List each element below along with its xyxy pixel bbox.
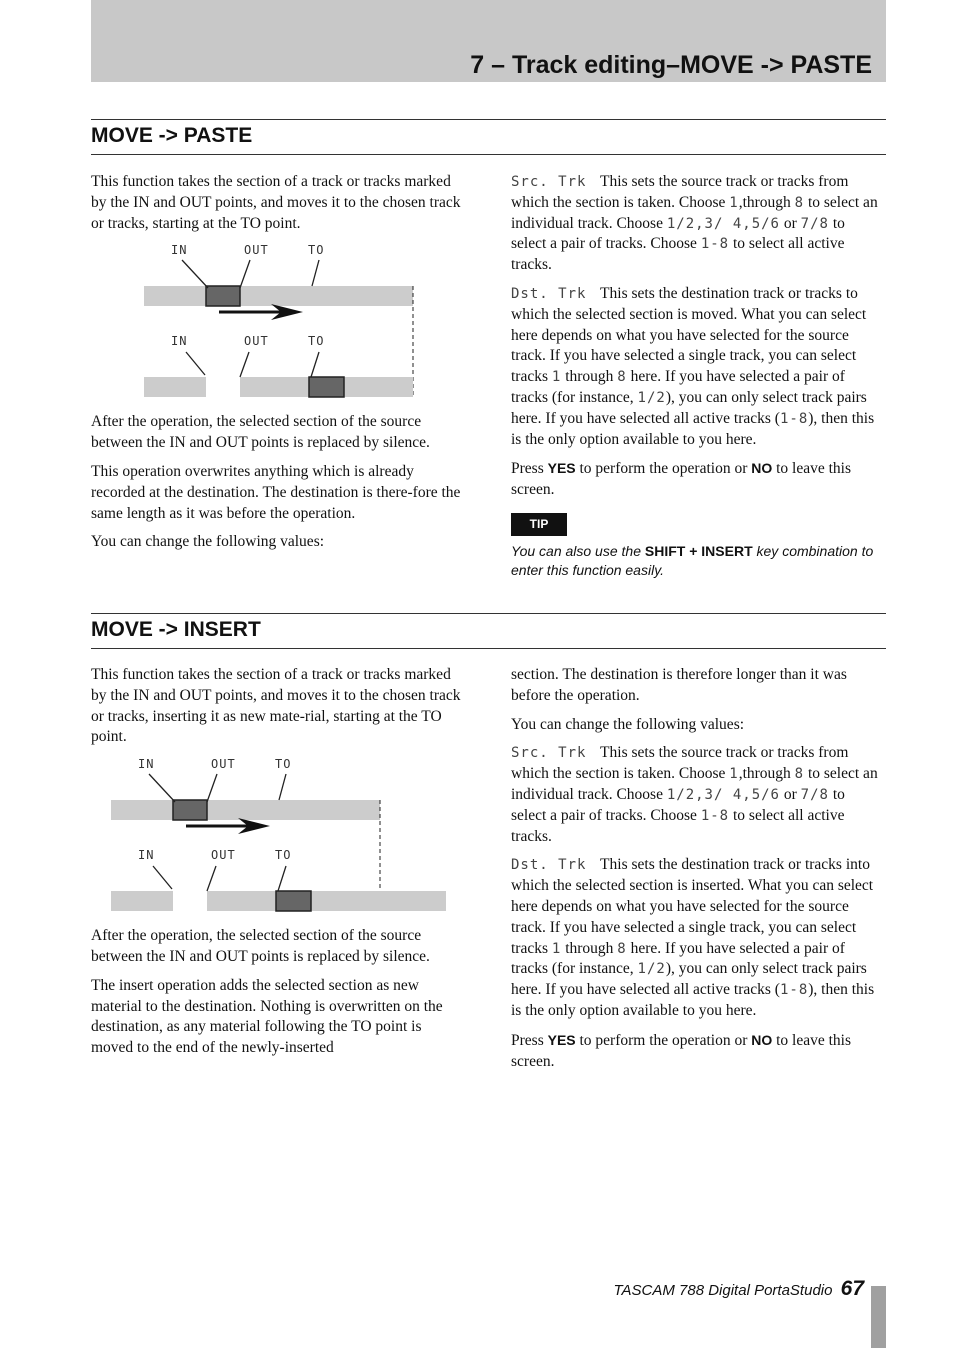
paragraph: You can change the following values: xyxy=(511,715,745,733)
tip-badge: TIP xyxy=(511,513,567,536)
destination-track xyxy=(144,377,206,397)
dst-trk-paragraph: Dst. Trk This sets the destination track or tracks to which the selected section is moved. What you can select here depends on what you have selected for the source track. If you have selected a single track, you can select tracks 1 through 8 here. If you have selected a pair of tracks (for instance, 1/2), you can only select track pairs here. If you have selected all active tracks (1-8), then this is the only option available to you here. xyxy=(511,284,875,448)
paragraph: section. The destination is therefore longer than it was before the operation. xyxy=(511,666,847,704)
out-label: OUT xyxy=(211,848,236,863)
source-track xyxy=(144,286,413,306)
out-label: OUT xyxy=(244,334,269,349)
to-label: TO xyxy=(275,848,292,863)
in-label: IN xyxy=(171,243,188,258)
chapter-header xyxy=(91,0,886,82)
paragraph: After the operation, the selected section of the source between the IN and OUT points is replaced by silence. xyxy=(91,413,430,452)
paragraph: After the operation, the selected section of the source between the IN and OUT points is replaced by silence. xyxy=(91,927,430,965)
paragraph: The insert operation adds the selected section as new material to the destination. Nothing is overwritten on the destination, as any material following the TO point is moved to the end of the newly-inserted xyxy=(91,976,443,1057)
no-key: NO xyxy=(751,460,773,477)
paste-left-column xyxy=(91,172,463,561)
src-trk-paragraph: Src. Trk This sets the source track or tracks from which the section is taken. Choose 1,through 8 to select an individual track. Choose 1/2,3/ 4,5/6 or 7/8 to select a pair of tracks. Choose 1-8 to select all active tracks. xyxy=(511,744,878,845)
section-heading-paste xyxy=(91,119,886,155)
pasted-section xyxy=(309,377,344,397)
to-label: TO xyxy=(275,757,292,772)
yes-key: YES xyxy=(547,460,576,477)
in-label: IN xyxy=(171,334,188,349)
lcd-src-trk: Src. Trk xyxy=(511,174,587,190)
page-thumb-tab xyxy=(871,1286,886,1348)
yes-key: YES xyxy=(547,1031,576,1048)
insert-left-column xyxy=(91,665,463,1067)
out-label: OUT xyxy=(244,243,269,258)
insert-right-column xyxy=(511,665,883,1080)
press-paragraph: Press YES to perform the operation or NO to leave this screen. xyxy=(511,460,852,499)
page-number: 67 xyxy=(840,1277,864,1300)
section-title: MOVE -> INSERT xyxy=(91,618,261,641)
src-trk-paragraph: Src. Trk This sets the source track or tracks from which the section is taken. Choose 1,through 8 to select an individual track. Choose 1/2,3/ 4,5/6 or 7/8 to select a pair of tracks. Choose 1-8 to select all active tracks. xyxy=(511,173,878,274)
to-label: TO xyxy=(308,243,325,258)
in-label: IN xyxy=(138,848,155,863)
selected-section xyxy=(173,800,207,820)
section-title: MOVE -> PASTE xyxy=(91,124,253,147)
tip-text: You can also use the SHIFT + INSERT key combination to enter this function easily. xyxy=(511,542,874,579)
page-footer xyxy=(613,1277,864,1301)
paragraph: This operation overwrites anything which is already recorded at the destination. The destination is there-fore the same length as it was before the operation. xyxy=(91,462,461,522)
paragraph: This function takes the section of a track or tracks marked by the IN and OUT points, and moves it to the chosen track or tracks, inserting it as new mate-rial, starting at the TO point. xyxy=(91,666,461,746)
destination-track xyxy=(111,891,173,911)
no-key: NO xyxy=(751,1031,773,1048)
source-track xyxy=(111,800,380,820)
out-label: OUT xyxy=(211,757,236,772)
press-paragraph: Press YES to perform the operation or NO to leave this screen. xyxy=(511,1031,852,1070)
to-label: TO xyxy=(308,334,325,349)
inserted-section xyxy=(276,891,311,911)
lcd-dst-trk: Dst. Trk xyxy=(511,857,587,874)
in-label: IN xyxy=(138,757,155,772)
paste-right-column xyxy=(511,172,883,581)
paragraph: This function takes the section of a track or tracks marked by the IN and OUT points, and moves it to the chosen track or tracks, starting at the TO point. xyxy=(91,173,461,232)
dst-trk-paragraph: Dst. Trk This sets the destination track or tracks into which the selected section is inserted. What you can select here depends on what you have selected for the source track. If you have selected a single track, you can select tracks 1 through 8 here. If you have selected a pair of tracks (for instance, 1/2), you can only select track pairs here. If you have selected all active tracks (1-8), then this is the only option available to you here. xyxy=(511,856,875,1019)
lcd-src-trk: Src. Trk xyxy=(511,745,587,762)
lcd-dst-trk: Dst. Trk xyxy=(511,285,587,302)
selected-section xyxy=(206,286,240,306)
move-insert-diagram xyxy=(91,756,463,916)
paragraph: You can change the following values: xyxy=(91,533,325,551)
shift-insert-key: SHIFT + INSERT xyxy=(644,542,753,559)
destination-track xyxy=(207,891,446,911)
footer-product: TASCAM 788 Digital PortaStudio xyxy=(613,1282,833,1299)
chapter-title: 7 – Track editing–MOVE -> PASTE xyxy=(470,51,872,79)
move-paste-diagram xyxy=(91,242,463,402)
section-heading-insert xyxy=(91,613,886,649)
tip xyxy=(511,513,883,581)
